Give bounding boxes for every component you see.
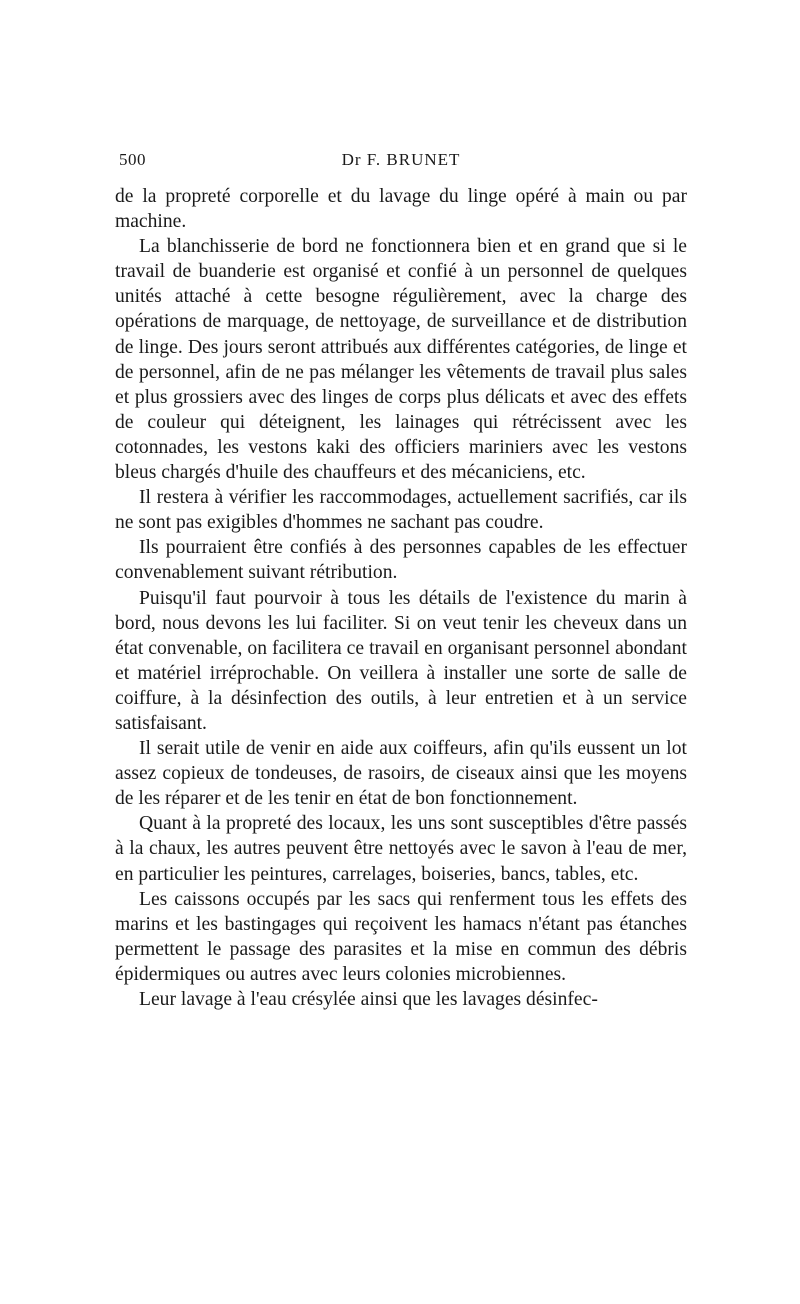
paragraph-locaux: Quant à la propreté des locaux, les uns sont susceptibles d'être passés à la chaux, les autres peuvent être nettoyés avec le savon à l'eau de mer, en particulier les peintures, carrelages, boiseries, bancs, tables, etc.: [115, 813, 687, 885]
running-head: [115, 150, 687, 174]
running-head-author: Dr F. BRUNET: [341, 150, 461, 169]
paragraph-coiffeurs: Il serait utile de venir en aide aux coiffeurs, afin qu'ils eussent un lot assez copieux de tondeuses, de rasoirs, de ciseaux ainsi que les moyens de les réparer et de les tenir en état de bon fonctionnement.: [115, 738, 687, 810]
document-page: [115, 150, 687, 1012]
page-number: 500: [119, 150, 146, 169]
paragraph-lavage: Leur lavage à l'eau crésylée ainsi que les lavages désinfec-: [139, 989, 598, 1010]
paragraph-caissons: Les caissons occupés par les sacs qui renferment tous les effets des marins et les bastingages qui reçoivent les hamacs n'étant pas étanches permettent le passage des parasites et la mise en commun des débris épidermiques ou autres avec leurs colonies microbiennes.: [115, 888, 687, 985]
paragraph-raccommodages: Il restera à vérifier les raccommodages, actuellement sacrifiés, car ils ne sont pas exigibles d'hommes ne sachant pas coudre.: [115, 487, 687, 534]
paragraph-retribution: Ils pourraient être confiés à des personnes capables de les effectuer convenablement suivant rétribution.: [115, 537, 687, 584]
paragraph-continuation: de la propreté corporelle et du lavage du linge opéré à main ou par machine.: [115, 186, 687, 233]
paragraph-coiffure: Puisqu'il faut pourvoir à tous les détails de l'existence du marin à bord, nous devons les lui faciliter. Si on veut tenir les cheveux dans un état convenable, on facilitera ce travail en organisant personnel abondant et matériel irréprochable. On veillera à installer une sorte de salle de coiffure, à la désinfection des outils, à leur entretien et à un service satisfaisant.: [115, 587, 687, 734]
body-text: [115, 184, 687, 1012]
paragraph-blanchisserie: La blanchisserie de bord ne fonctionnera bien et en grand que si le travail de buanderie est organisé et confié à un personnel de quelques unités attaché à cette besogne régulièrement, avec la charge des opérations de marquage, de nettoyage, de surveillance et de distribution de linge. Des jours seront attribués aux différentes catégories, de linge et de personnel, afin de ne pas mélanger les vêtements de travail plus sales et plus grossiers avec des linges de corps plus délicats et avec des effets de couleur qui déteignent, les lainages qui rétrécissent avec les cotonnades, les vestons kaki des officiers mariniers avec les vestons bleus chargés d'huile des chauffeurs et des mécaniciens, etc.: [115, 236, 687, 484]
